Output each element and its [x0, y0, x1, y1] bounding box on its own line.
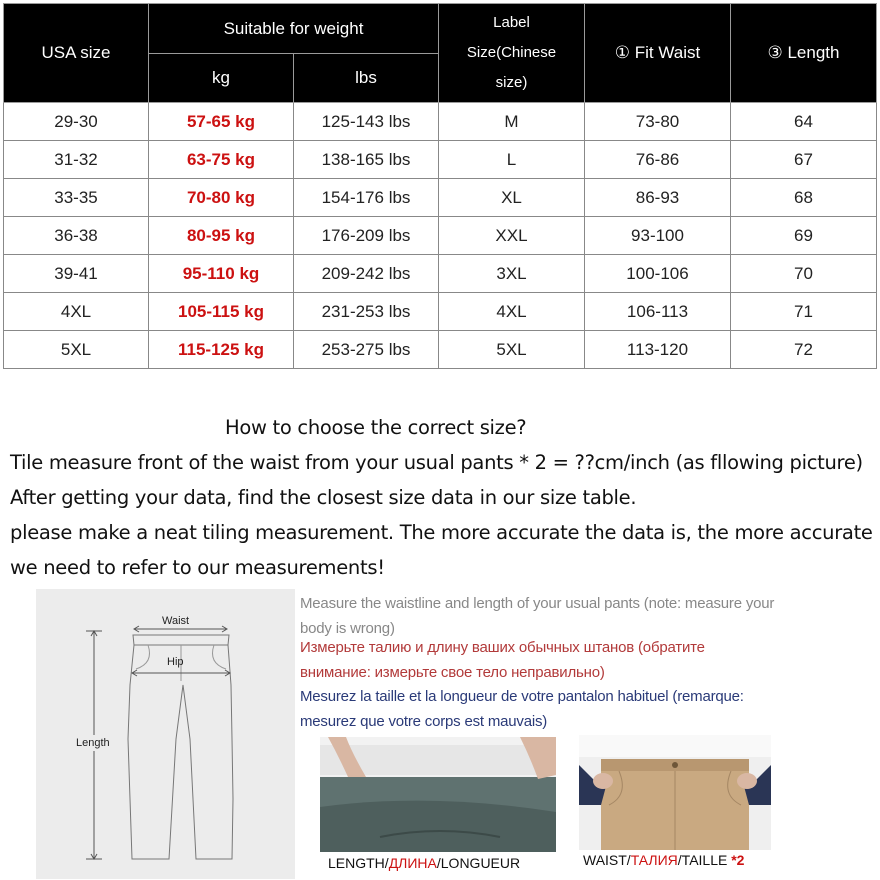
instruction-line-3: please make a neat tiling measurement. The more accurate the data is, the more accurate	[10, 521, 873, 544]
instruction-line-4: we need to refer to our measurements!	[10, 556, 385, 579]
instruction-line-1: Tile measure front of the waist from your usual pants * 2 = ??cm/inch (as fllowing picture)	[10, 451, 863, 474]
kg-cell: 80-95 kg	[149, 217, 294, 255]
label-size-cell: L	[439, 141, 585, 179]
header-suitable-weight: Suitable for weight	[149, 4, 439, 54]
kg-cell: 57-65 kg	[149, 103, 294, 141]
note-english-line-1: Measure the waistline and length of your usual pants (note: measure your	[300, 595, 775, 612]
table-row	[4, 331, 877, 369]
usa-size-cell: 29-30	[4, 103, 149, 141]
fit-waist-cell: 106-113	[585, 293, 731, 331]
fit-waist-cell: 76-86	[585, 141, 731, 179]
label-size-cell: XXL	[439, 217, 585, 255]
length-measurement-photo	[320, 737, 556, 852]
length-cell: 64	[731, 103, 877, 141]
label-size-cell: M	[439, 103, 585, 141]
note-french-line-2: mesurez que votre corps est mauvais)	[300, 713, 548, 730]
lbs-cell: 209-242 lbs	[294, 255, 439, 293]
waist-caption: WAIST/ТАЛИЯ/TAILLE *2	[583, 852, 745, 868]
lbs-cell: 176-209 lbs	[294, 217, 439, 255]
note-english-line-2: body is wrong)	[300, 620, 395, 637]
table-row	[4, 217, 877, 255]
length-label: Length	[76, 737, 110, 749]
note-russian-line-1: Измерьте талию и длину ваших обычных штанов (обратите	[300, 639, 705, 656]
pants-outline-illustration	[36, 589, 295, 879]
label-size-cell: 5XL	[439, 331, 585, 369]
length-cell: 71	[731, 293, 877, 331]
kg-cell: 115-125 kg	[149, 331, 294, 369]
header-fit-waist: ① Fit Waist	[585, 4, 731, 103]
waist-measurement-photo	[579, 735, 771, 850]
length-caption: LENGTH/ДЛИНА/LONGUEUR	[328, 855, 521, 871]
usa-size-cell: 5XL	[4, 331, 149, 369]
header-kg: kg	[149, 54, 294, 103]
label-size-cell: 4XL	[439, 293, 585, 331]
usa-size-cell: 4XL	[4, 293, 149, 331]
usa-size-cell: 31-32	[4, 141, 149, 179]
hip-label: Hip	[167, 656, 184, 668]
kg-cell: 95-110 kg	[149, 255, 294, 293]
waist-label: Waist	[162, 615, 190, 627]
table-row	[4, 141, 877, 179]
waist-photo-illustration	[579, 735, 771, 850]
fit-waist-cell: 93-100	[585, 217, 731, 255]
length-cell: 68	[731, 179, 877, 217]
length-photo-illustration	[320, 737, 556, 852]
length-cell: 70	[731, 255, 877, 293]
lbs-cell: 125-143 lbs	[294, 103, 439, 141]
table-row	[4, 293, 877, 331]
pants-measurement-diagram	[36, 589, 295, 879]
kg-cell: 63-75 kg	[149, 141, 294, 179]
lbs-cell: 231-253 lbs	[294, 293, 439, 331]
kg-cell: 70-80 kg	[149, 179, 294, 217]
fit-waist-cell: 73-80	[585, 103, 731, 141]
size-chart-table	[3, 3, 877, 369]
label-size-cell: XL	[439, 179, 585, 217]
note-russian-line-2: внимание: измерьте свое тело неправильно)	[300, 664, 605, 681]
fit-waist-cell: 113-120	[585, 331, 731, 369]
length-cell: 67	[731, 141, 877, 179]
table-row	[4, 255, 877, 293]
instruction-line-2: After getting your data, find the closest size data in our size table.	[10, 486, 637, 509]
usa-size-cell: 39-41	[4, 255, 149, 293]
header-usa-size: USA size	[4, 4, 149, 103]
note-french-line-1: Mesurez la taille et la longueur de votre pantalon habituel (remarque:	[300, 688, 744, 705]
fit-waist-cell: 86-93	[585, 179, 731, 217]
table-row	[4, 179, 877, 217]
kg-cell: 105-115 kg	[149, 293, 294, 331]
length-cell: 69	[731, 217, 877, 255]
usa-size-cell: 36-38	[4, 217, 149, 255]
lbs-cell: 253-275 lbs	[294, 331, 439, 369]
size-question-heading: How to choose the correct size?	[225, 416, 527, 439]
table-row	[4, 103, 877, 141]
usa-size-cell: 33-35	[4, 179, 149, 217]
header-length: ③ Length	[731, 4, 877, 103]
length-cell: 72	[731, 331, 877, 369]
header-label-size: Label Size(Chinese size)	[439, 4, 585, 103]
lbs-cell: 154-176 lbs	[294, 179, 439, 217]
fit-waist-cell: 100-106	[585, 255, 731, 293]
label-size-cell: 3XL	[439, 255, 585, 293]
header-lbs: lbs	[294, 54, 439, 103]
lbs-cell: 138-165 lbs	[294, 141, 439, 179]
